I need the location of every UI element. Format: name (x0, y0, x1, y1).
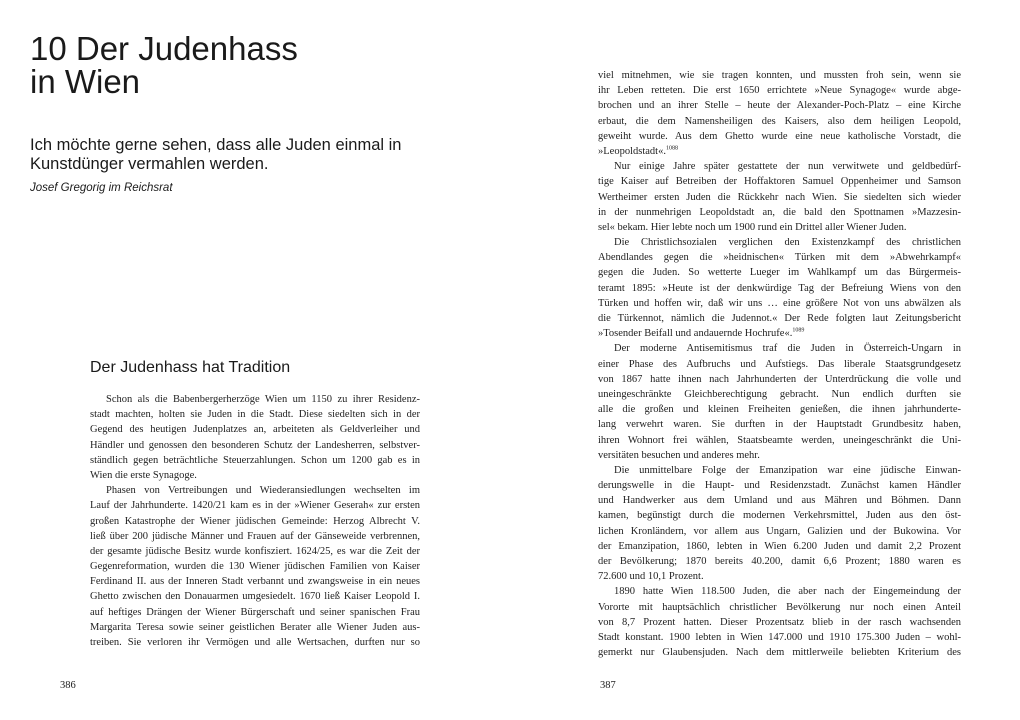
chapter-title (30, 32, 450, 98)
text-line: teramt 1895: »Heute ist der denkwürdige Tag der Befreiung Wiens von den (598, 282, 961, 294)
text-line: ihren Wohnort frei wählen, Staatsbeamte werden, uneingeschränkt die Uni- (598, 434, 961, 446)
text-line: Ferdinand II. aus der Inneren Stadt verbannt und zwangsweise in ein neues (90, 576, 420, 588)
epigraph (30, 136, 450, 174)
text-line: ihr Leben retteten. Die erst 1650 errichtete »Neue Synagoge« wurde abge- (598, 85, 961, 97)
text-line: Vororte mit hauptsächlich christlicher Bevölkerung nur noch einen Anteil (598, 601, 961, 613)
text-line: kamen, begünstigt durch die modernen Verkehrsmittel, Juden aus den öst- (598, 510, 961, 522)
text-line: Schon als die Babenbergerherzöge Wien um 1150 zu ihrer Residenz- (106, 394, 420, 405)
text-line: Gegend des heutigen Judenplatzes an, arbeiteten als Geldverleiher und (90, 424, 420, 436)
text-line: versitäten besuchen und anderes mehr. (598, 449, 760, 461)
text-line: Phasen von Vertreibungen und Wiederansiedlungen wechselten im (106, 485, 420, 497)
page-number: 387 (600, 680, 616, 691)
text-line: Nur einige Jahre später gestattete der nun verwitwete und geldbedürf- (614, 161, 961, 173)
text-line: Die Christlichsozialen verglichen den Existenzkampf des christlichen (614, 237, 961, 249)
text-line: Die unmittelbare Folge der Emanzipation war eine jüdische Einwan- (614, 464, 961, 476)
epigraph-source: Josef Gregorig im Reichsrat (30, 182, 173, 194)
text-line: gemerkt nur Glaubensjuden. Nach dem mittlerweile beliebten Kriterium des (598, 647, 961, 659)
text-line: gegen die Juden. So wetterte Lueger im Wahlkampf um das Bürgermeis- (598, 267, 961, 279)
text-line: Der moderne Antisemitismus traf die Juden in Österreich-Ungarn in (614, 343, 961, 355)
text-line: alle die großen und kleinen Freiheiten genießen, die ihnen jahrhunderte- (598, 404, 961, 416)
page-number: 386 (60, 680, 76, 691)
chapter-title-line: 10 Der Judenhass (30, 30, 298, 67)
text-line: Margarita Teresa sowie seiner geistlichen Berater alle Wiener Juden aus- (90, 621, 420, 633)
text-line: Ghetto zwischen den Donauarmen umgesiedelt. 1670 ließ Kaiser Leopold I. (90, 591, 420, 603)
text-line: auf heftiges Drängen der Wiener Bürgerschaft und seiner spanischen Frau (90, 606, 420, 618)
footnote-mark: 1088 (665, 145, 678, 152)
text-line: erbaut, die dem Namensheiligen des Kaisers, also dem heiligen Leopold, (598, 115, 961, 127)
text-line-with-footnote (598, 326, 961, 341)
left-body-text (90, 392, 420, 650)
text-line: großen Katastrophe der Wiener jüdischen Gemeinde: Herzog Albrecht V. (90, 515, 420, 527)
text-line: von 1867 hatte ihnen nach Jahrhunderten der Unterdrückung die volle und (598, 373, 961, 385)
text-line: der gesamte jüdische Besitz wurde konfisziert. 1624/25, es war die Zeit der (90, 545, 420, 557)
text-line: Wien die erste Synagoge. (90, 469, 197, 481)
right-page (510, 0, 1020, 720)
text-line: die Türkennot, nämlich die Judennot.« Der Rede folgten laut Zeitungsbericht (598, 313, 961, 324)
text-line: Türken und hoffen wir, daß wir uns … eine größere Not von uns abwälzen als (598, 297, 961, 309)
text-line: in der nunmehrigen Leopoldstadt an, die bald den Spottnamen »Mazzesin- (598, 206, 961, 218)
text-line: »Tosender Beifall und andauernde Hochrufe«. (598, 328, 793, 340)
text-line: uneingeschränkte Gleichberechtigung gebracht. Nun endlich durften sie (598, 388, 961, 400)
section-heading: Der Judenhass hat Tradition (90, 359, 291, 376)
chapter-title-line: in Wien (30, 63, 141, 100)
text-line: brochen und an ihrer Stelle – heute der Alexander-Poch-Platz – eine Kirche (598, 100, 961, 112)
text-line: der Emanzipation, 1860, lebten in Wien 6.200 Juden und damit 2,2 Prozent (598, 540, 961, 552)
text-line: geweiht wurde. Aus dem Ghetto wurde eine neue katholische Vorstadt, die (598, 130, 961, 142)
text-line: 72.600 und 10,1 Prozent. (598, 571, 704, 583)
text-line: lichen Kronländern, vor allem aus Ungarn, Galizien und der Bukowina. Vor (598, 525, 961, 537)
text-line: treiben. Sie verloren ihr Vermögen und alle Wertsachen, durften nur so (90, 637, 420, 648)
text-line: stadt machten, holten sie Juden in die Stadt. Diese siedelten sich in der (90, 409, 420, 421)
text-line: Händler und genossen den besonderen Schutz der Landesherren, selbstver- (90, 439, 420, 451)
text-line: lang verwehrt waren. Sie durften in der Hauptstadt Grundbesitz haben, (598, 419, 961, 431)
text-line: Wertheimer ersten Juden die Rückkehr nach Wien. Sie siedelten sich wieder (598, 191, 961, 203)
text-line: von 8,7 Prozent hatten. Dieser Prozentsatz blieb in der rasch wachsenden (598, 616, 961, 628)
text-line: viel mitnehmen, wie sie tragen konnten, und mussten froh sein, wenn sie (598, 70, 961, 81)
epigraph-line: Ich möchte gerne sehen, dass alle Juden einmal in (30, 136, 402, 154)
text-line: sel« bekam. Hier lebte noch um 1900 rund ein Drittel aller Wiener Juden. (598, 221, 907, 233)
text-line: »Leopoldstadt«. (598, 145, 666, 157)
text-line-with-footnote (598, 144, 961, 159)
epigraph-line: Kunstdünger vermahlen werden. (30, 155, 269, 173)
text-line: Abendlandes gegen die »heidnischen« Türken mit dem »Abwehrkampf« (598, 252, 961, 264)
text-line: der Bevölkerung; 1870 bereits 40.200, damit 6,6 Prozent; 1880 waren es (598, 556, 961, 567)
text-line: Stadt konstant. 1900 lebten in Wien 147.000 und 1910 175.300 Juden – wohl- (598, 631, 961, 643)
text-line: Gegenreformation, wurden die 130 Wiener jüdischen Familien von Kaiser (90, 561, 420, 573)
footnote-mark: 1089 (792, 327, 805, 334)
text-line: ständlich gegen beträchtliche Steuerzahlungen. Schon um 1200 gab es in (90, 454, 420, 466)
text-line: 1890 hatte Wien 118.500 Juden, die aber nach der Eingemeindung der (614, 586, 961, 598)
text-line: Lauf der Jahrhunderte. 1420/21 kam es in der »Wiener Geserah« zur ersten (90, 500, 420, 512)
text-line: derungswelle in die Haupt- und Residenzstadt. Zunächst kamen Händler (598, 480, 961, 492)
text-line: und Handwerker aus dem Umland und aus Mähren und Böhmen. Dann (598, 495, 961, 507)
text-line: tige Kaiser auf Betreiben der Hoffaktoren Samuel Oppenheimer und Samson (598, 176, 961, 188)
right-body-text (598, 68, 961, 660)
text-line: ließ über 200 jüdische Männer und Frauen auf der Gänseweide verbrennen, (90, 530, 420, 542)
text-line: einer Phase des Aufbruchs und Aufstiegs. Das liberale Staatsgrundgesetz (598, 358, 961, 370)
